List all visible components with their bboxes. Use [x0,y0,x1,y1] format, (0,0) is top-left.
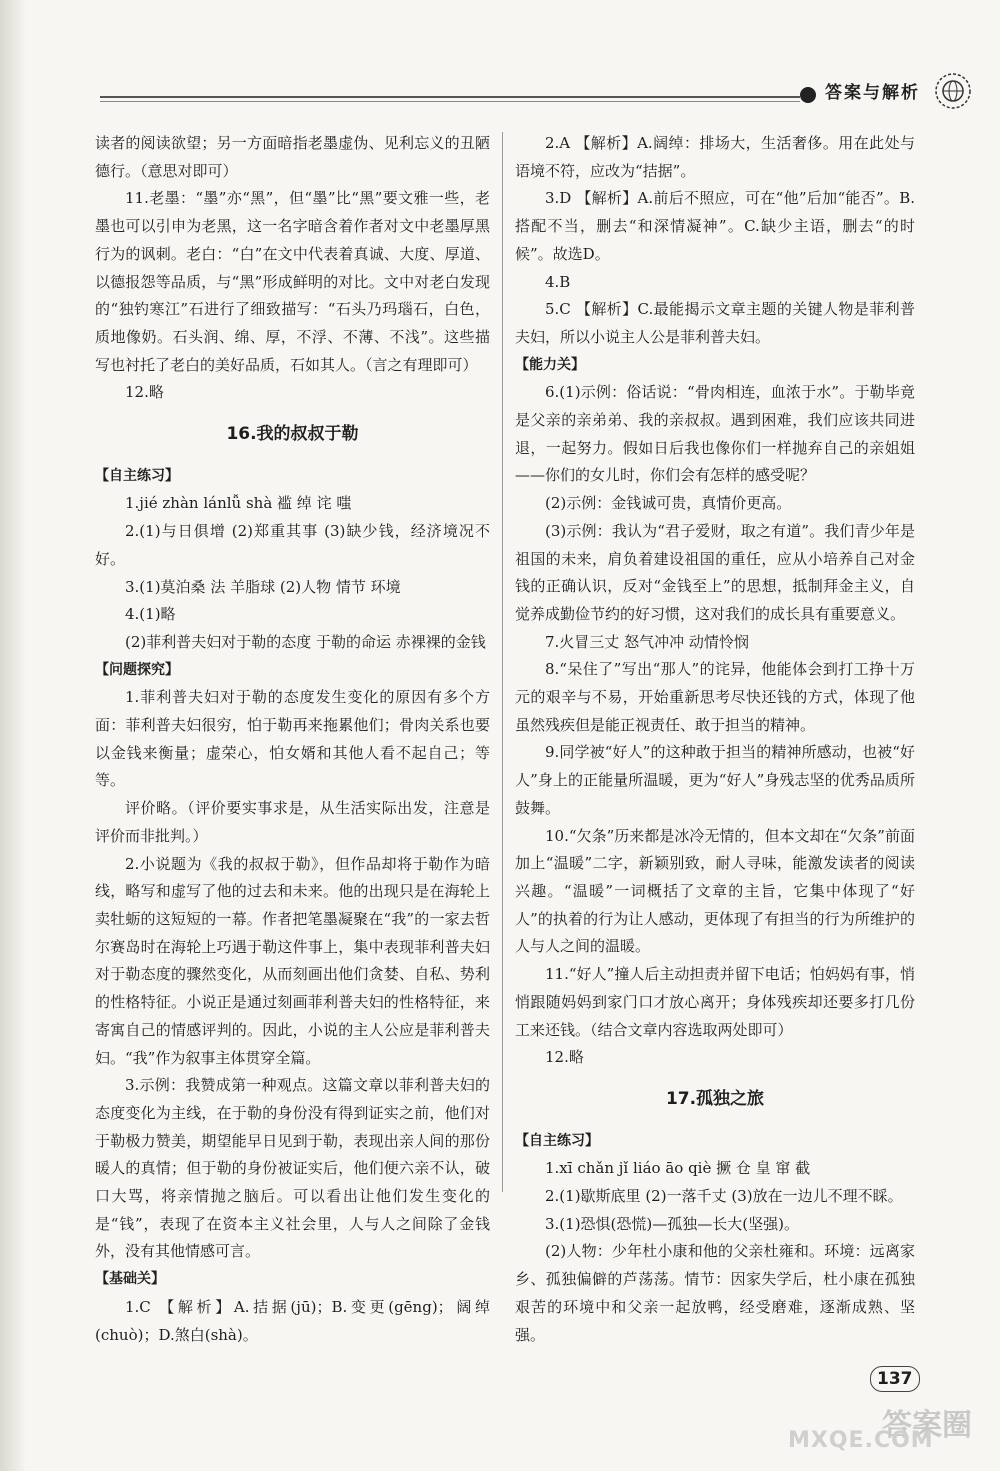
left-paragraph: 1.jié zhàn lánlǚ shà 褴 绰 诧 嗤 [125,494,352,513]
globe-emblem-icon [932,70,974,112]
page-number: 137 [870,1366,920,1392]
left-paragraph: 4.(1)略 [125,605,176,624]
left-column [95,130,490,1349]
left-paragraph: 3.(1)莫泊桑 法 羊脂球 (2)人物 情节 环境 [125,577,401,596]
header-dot-icon [800,87,816,103]
right-paragraph: (2)人物：少年杜小康和他的父亲杜雍和。环境：远离家乡、孤独偏僻的芦荡荡。情节：因家失学后，杜小康在孤独艰苦的环境中和父亲一起放鸭，经受磨难，逐渐成熟、坚强。 [515,1242,915,1344]
right-paragraph: 7.火冒三丈 怒气冲冲 动情怜悯 [545,632,749,651]
left-paragraph: 评价略。（评价要实事求是，从生活实际出发，注意是评价而非批判。） [95,799,490,845]
column-divider [502,132,503,1192]
right-paragraph: 6.(1)示例：俗话说：“骨肉相连，血浓于水”。于勒毕竟是父亲的亲弟弟、我的亲叔叔。遇到困难，我们应该共同进退，一起努力。假如日后我也像你们一样抛弃自己的亲姐姐——你们的女儿时，你们会有怎样的感受呢？ [515,383,915,485]
left-paragraph: 11.老墨：“墨”亦“黑”，但“墨”比“黑”要文雅一些，老墨也可以引申为老黑，这一名字暗含着作者对文中老墨厚黑行为的讽刺。老白：“白”在文中代表着真诚、大度、厚道、以德报怨等品质，与“黑”形成鲜明的对比。文中对老白发现的“独钓寒江”石进行了细致描写：“石头乃玛瑙石，白色，质地像奶。石头润、绵、厚，不浮、不薄、不浅”。这些描写也衬托了老白的美好品质，石如其人。（言之有理即可） [95,189,490,374]
left-paragraph: 12.略 [125,383,164,402]
right-paragraph: 2.A 【解析】A.阔绰：排场大，生活奢侈。用在此处与语境不符，应改为“拮据”。 [515,134,915,180]
left-paragraph: (2)菲利普夫妇对于勒的态度 于勒的命运 赤裸裸的金钱 [125,632,486,651]
watermark-logo: 答案圈 [882,1408,972,1443]
binding-shadow [0,0,26,1471]
right-section-heading: 【自主练习】 [515,1132,599,1149]
right-paragraph: 12.略 [545,1048,584,1067]
left-paragraph: 读者的阅读欲望；另一方面暗指老墨虚伪、见利忘义的丑陋德行。（意思对即可） [95,134,490,180]
right-paragraph: 11.“好人”撞人后主动担责并留下电话；怕妈妈有事，悄悄跟随妈妈到家门口才放心离开；身体残疾却还要多打几份工来还钱。（结合文章内容选取两处即可） [515,965,915,1039]
right-paragraph: 4.B [545,272,571,291]
header-title: 答案与解析 [825,83,920,103]
left-paragraph: 3.示例：我赞成第一种观点。这篇文章以菲利普夫妇的态度变化为主线，在于勒的身份没有得到证实之前，他们对于勒极力赞美，期望能早日见到于勒，表现出亲人间的那份暖人的真情；但于勒的身份被证实后，他们便六亲不认，破口大骂，将亲情抛之脑后。可以看出让他们发生变化的是“钱”，表现了在资本主义社会里，人与人之间除了金钱外，没有其他情感可言。 [95,1076,490,1261]
right-paragraph: (2)示例：金钱诚可贵，真情价更高。 [545,494,792,513]
right-paragraph: 1.xī chǎn jǐ liáo āo qiè 撅 仓 皇 窜 截 [545,1159,811,1178]
right-paragraph: 9.同学被“好人”的这种敢于担当的精神所感动，也被“好人”身上的正能量所温暖，更为“好人”身残志坚的优秀品质所鼓舞。 [515,743,915,817]
header-rule [100,96,800,98]
right-paragraph: 3.D 【解析】A.前后不照应，可在“他”后加“能否”。B.搭配不当，删去“和深情凝神”。C.缺少主语，删去“的时候”。故选D。 [515,189,915,263]
right-paragraph: 10.“欠条”历来都是冰冷无情的，但本文却在“欠条”前面加上“温暖”二字，新颖别致，耐人寻味，能激发读者的阅读兴趣。“温暖”一词概括了文章的主旨，它集中体现了“好人”的执着的行为让人感动，更体现了有担当的行为所维护的人与人之间的温暖。 [515,826,915,956]
right-paragraph: 8.“呆住了”写出“那人”的诧异，他能体会到打工挣十万元的艰辛与不易，开始重新思考尽快还钱的方式，体现了他虽然残疾但是能正视责任、敢于担当的精神。 [515,660,915,734]
left-section-heading: 【基础关】 [95,1271,165,1288]
left-paragraph: 2.(1)与日俱增 (2)郑重其事 (3)缺少钱，经济境况不好。 [95,522,490,568]
right-paragraph: 2.(1)歇斯底里 (2)一落千丈 (3)放在一边儿不理不睬。 [545,1187,903,1206]
right-paragraph: 3.(1)恐惧(恐慌)—孤独—长大(坚强)。 [545,1214,799,1233]
right-section-title: 17.孤独之旅 [665,1088,765,1109]
left-paragraph: 2.小说题为《我的叔叔于勒》，但作品却将于勒作为暗线，略写和虚写了他的过去和未来。他的出现只是在海轮上卖牡蛎的这短短的一幕。作者把笔墨凝聚在“我”的一家去哲尔赛岛时在海轮上巧遇于勒这件事上，集中表现菲利普夫妇对于勒态度的骤然变化，从而刻画出他们贪婪、自私、势利的性格特征。小说正是通过刻画菲利普夫妇的性格特征，来寄寓自己的情感评判的。因此，小说的主人公应是菲利普夫妇。“我”作为叙事主体贯穿全篇。 [95,854,490,1067]
header-rule-thin [100,101,800,102]
left-section-title: 16.我的叔叔于勒 [226,424,359,445]
left-paragraph: 1.菲利普夫妇对于勒的态度发生变化的原因有多个方面：菲利普夫妇很穷，怕于勒再来拖累他们；骨肉关系也要以金钱来衡量；虚荣心，怕女婿和其他人看不起自己；等等。 [95,688,490,790]
page-header [70,70,930,120]
right-paragraph: (3)示例：我认为“君子爱财，取之有道”。我们青少年是祖国的未来，肩负着建设祖国的重任，应从小培养自己对金钱的正确认识，反对“金钱至上”的思想，抵制拜金主义，自觉养成勤俭节约的好习惯，这对我们的成长具有重要意义。 [515,521,915,623]
right-section-heading: 【能力关】 [515,356,585,373]
right-column [515,130,915,1349]
watermark-url: MXQE.COM [788,1428,934,1453]
left-section-heading: 【问题探究】 [95,661,179,678]
left-section-heading: 【自主练习】 [95,467,179,484]
left-paragraph: 1.C 【解析】A.拮据(jū)；B.变更(gēng)；阔绰(chuò)；D.煞白(shà)。 [95,1297,490,1344]
right-paragraph: 5.C 【解析】C.最能揭示文章主题的关键人物是菲利普夫妇，所以小说主人公是菲利普夫妇。 [515,300,915,346]
